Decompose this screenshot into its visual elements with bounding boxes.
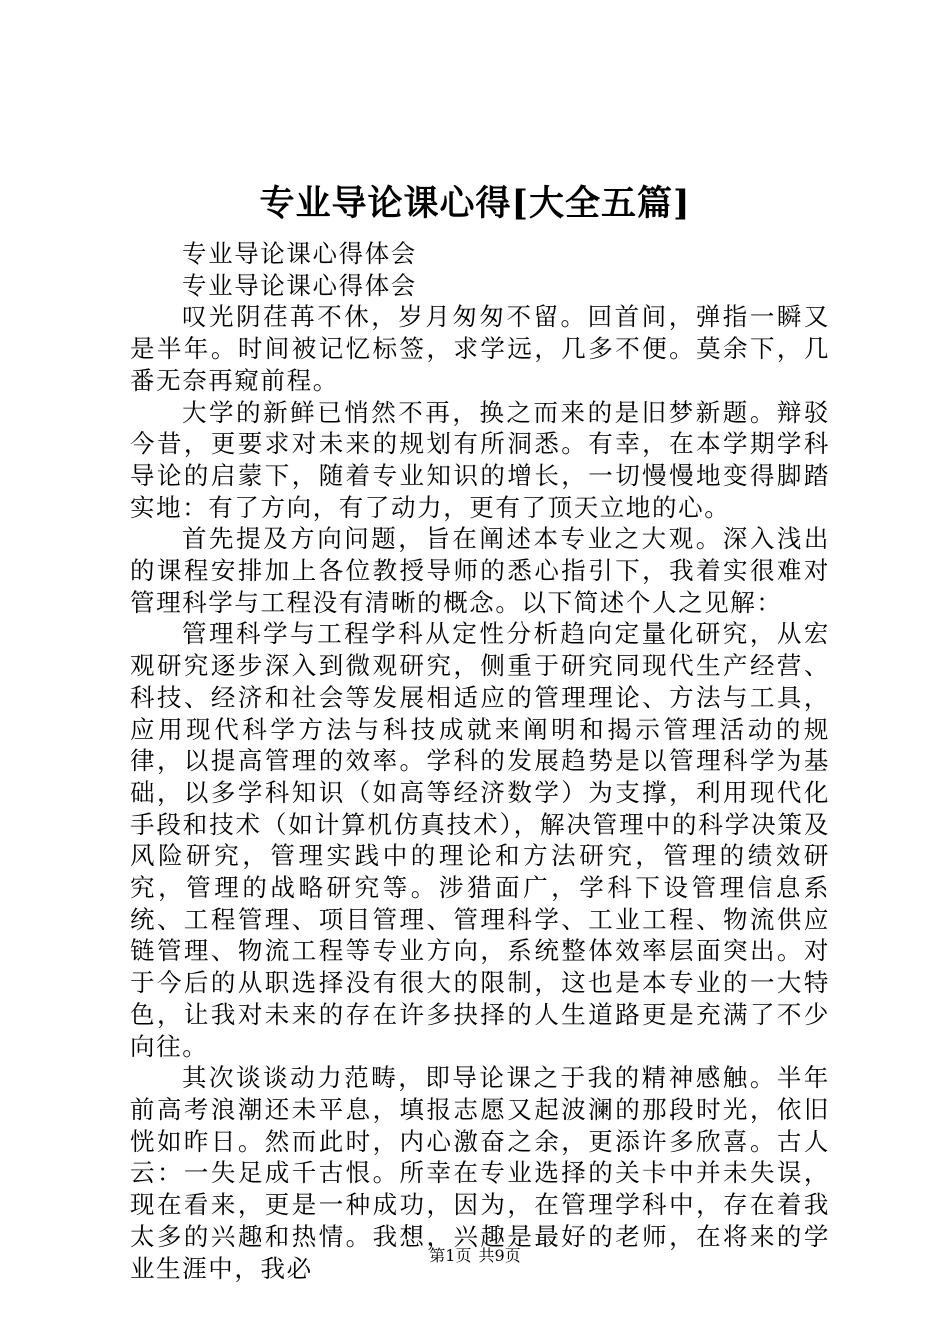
body-paragraph: 其次谈谈动力范畴，即导论课之于我的精神感触。半年前高考浪潮还未平息，填报志愿又起波澜的那段时光，依旧恍如昨日。然而此时，内心激奋之余，更添许多欣喜。古人云：一失足成千古恨。所幸在专业选择的关卡中并未失误，现在看来，更是一种成功，因为，在管理学科中，存在着我太多的兴趣和热情。我想，兴趣是最好的老师，在将来的学业生涯中，我必 [130, 1063, 830, 1283]
body-paragraph: 首先提及方向问题，旨在阐述本专业之大观。深入浅出的课程安排加上各位教授导师的悉心指引下，我着实很难对管理科学与工程没有清晰的概念。以下简述个人之见解： [130, 524, 830, 617]
subheading: 专业导论课心得体会 [182, 239, 417, 268]
body-paragraph: 管理科学与工程学科从定性分析趋向定量化研究，从宏观研究逐步深入到微观研究，侧重于研究同现代生产经营、科技、经济和社会等发展相适应的管理理论、方法与工具，应用现代科学方法与科技成就来阐明和揭示管理活动的规律，以提高管理的效率。学科的发展趋势是以管理科学为基础，以多学科知识（如高等经济数学）为支撑，利用现代化手段和技术（如计算机仿真技术），解决管理中的科学决策及风险研究，管理实践中的理论和方法研究，管理的绩效研究，管理的战略研究等。涉猎面广，学科下设管理信息系统、工程管理、项目管理、管理科学、工业工程、物流供应链管理、物流工程等专业方向，系统整体效率层面突出。对于今后的从职选择没有很大的限制，这也是本专业的一大特色，让我对未来的存在许多抉择的人生道路更是充满了不少向往。 [130, 619, 830, 1061]
page-footer [0, 1246, 950, 1266]
body-paragraph: 大学的新鲜已悄然不再，换之而来的是旧梦新题。辩驳今昔，更要求对未来的规划有所洞悉。有幸，在本学期学科导论的启蒙下，随着专业知识的增长，一切慢慢地变得脚踏实地：有了方向，有了动力，更有了顶天立地的心。 [130, 397, 830, 522]
page-number: 第1页 [429, 1246, 472, 1265]
document-title: 专业导论课心得[大全五篇] [259, 183, 691, 224]
body-paragraph: 叹光阴荏苒不休，岁月匆匆不留。回首间，弹指一瞬又是半年。时间被记忆标签，求学远，几多不便。莫余下，几番无奈再窥前程。 [130, 302, 830, 395]
subheading: 专业导论课心得体会 [182, 270, 417, 300]
document-body [130, 238, 830, 1284]
page-total: 共9页 [478, 1246, 521, 1265]
